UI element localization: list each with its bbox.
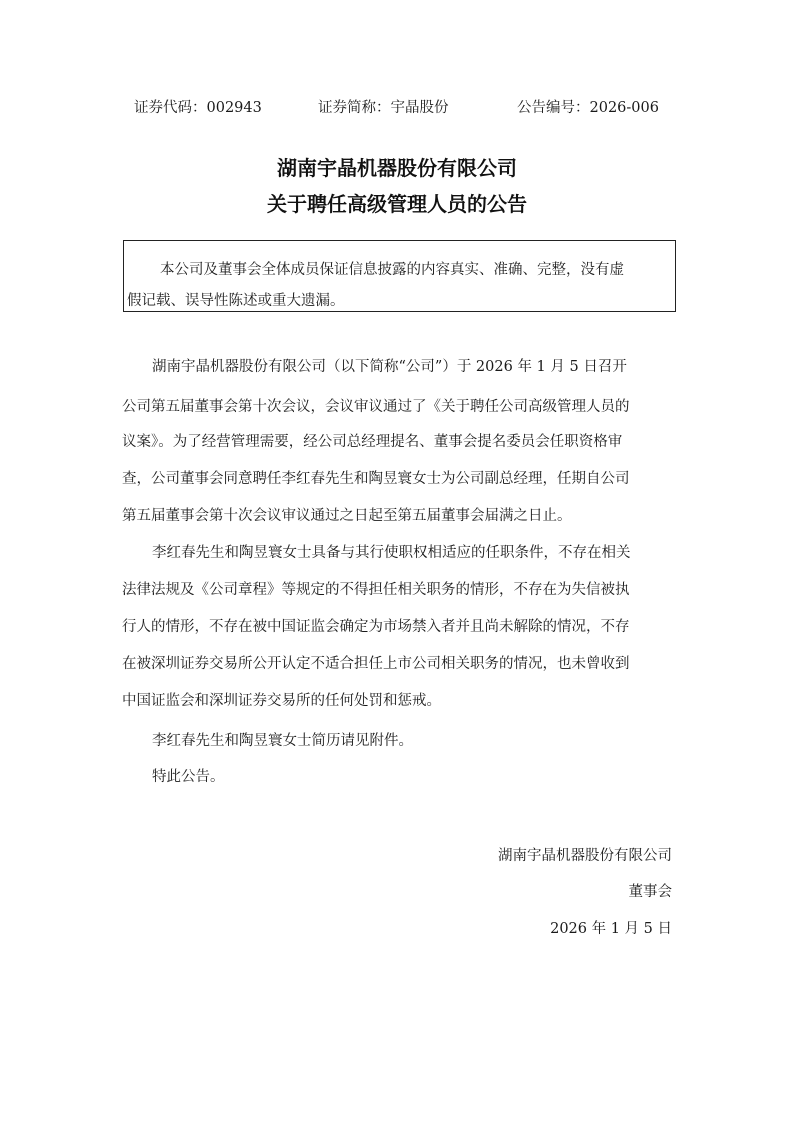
signature-board: 董事会 (628, 884, 672, 900)
p1-line-5: 第五届董事会第十次会议审议通过之日起至第五届董事会届满之日止。 (122, 508, 572, 524)
paragraph-3: 李红春先生和陶昱寰女士简历请见附件。 (152, 733, 413, 749)
disclosure-line-1: 本公司及董事会全体成员保证信息披露的内容真实、准确、完整，没有虚 (160, 262, 624, 278)
p1-line-2: 公司第五届董事会第十次会议，会议审议通过了《关于聘任公司高级管理人员的 (122, 399, 630, 415)
p1-line-4: 查，公司董事会同意聘任李红春先生和陶昱寰女士为公司副总经理，任期自公司 (122, 471, 630, 487)
stock-code: 证券代码：002943 (134, 100, 262, 116)
disclosure-statement-box (123, 240, 676, 312)
signature-date: 2026 年 1 月 5 日 (550, 921, 672, 937)
disclosure-line-2: 假记载、误导性陈述或重大遗漏。 (127, 293, 345, 309)
p2-line-3: 行人的情形，不存在被中国证监会确定为市场禁入者并且尚未解除的情况，不存 (122, 619, 630, 635)
p2-line-1: 李红春先生和陶昱寰女士具备与其行使职权相适应的任职条件，不存在相关 (152, 545, 631, 561)
announcement-title: 关于聘任高级管理人员的公告 (267, 192, 527, 216)
p2-line-4: 在被深圳证券交易所公开认定不适合担任上市公司相关职务的情况，也未曾收到 (122, 656, 630, 672)
signature-company: 湖南宇晶机器股份有限公司 (498, 848, 672, 864)
p2-line-2: 法律法规及《公司章程》等规定的不得担任相关职务的情形，不存在为失信被执 (122, 582, 630, 598)
p1-line-3: 议案》。为了经营管理需要，经公司总经理提名、董事会提名委员会任职资格审 (122, 434, 623, 450)
notice-number: 公告编号：2026-006 (517, 100, 659, 116)
stock-abbreviation: 证券简称：宇晶股份 (318, 100, 449, 116)
p1-line-1: 湖南宇晶机器股份有限公司（以下简称“公司”）于 2026 年 1 月 5 日召开 (152, 359, 627, 375)
p2-line-5: 中国证监会和深圳证券交易所的任何处罚和惩戒。 (122, 693, 441, 709)
document-header (0, 96, 794, 120)
paragraph-4: 特此公告。 (152, 769, 225, 785)
company-title: 湖南宇晶机器股份有限公司 (277, 156, 517, 180)
